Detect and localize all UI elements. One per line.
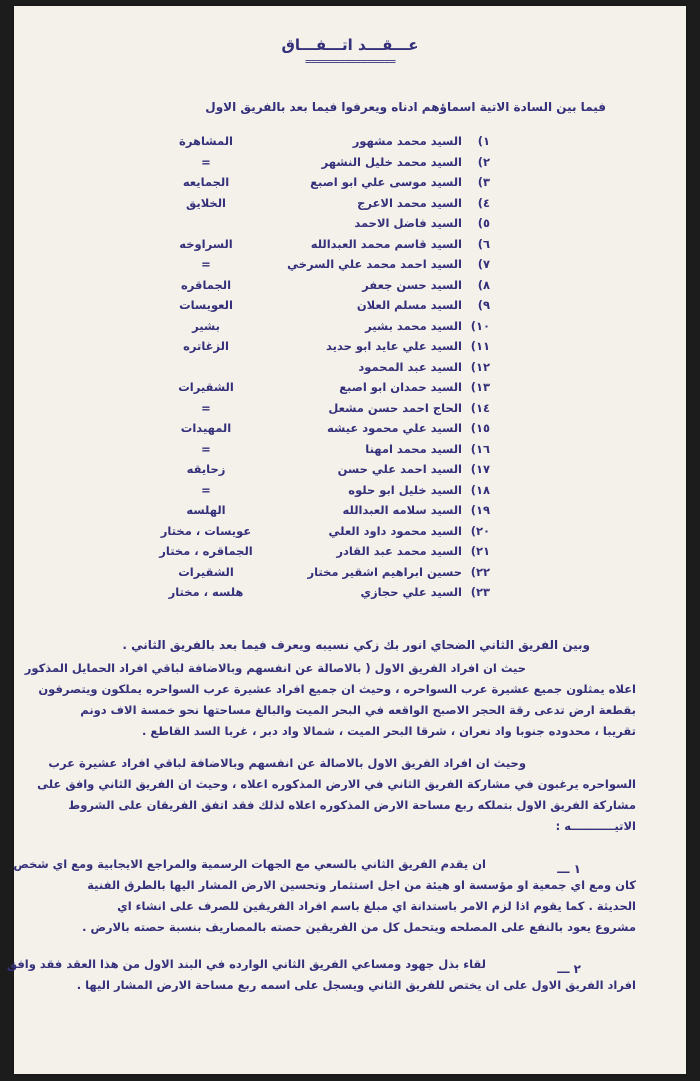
- party-number: ٧): [477, 257, 490, 271]
- party-name: السيد موسى علي ابو اصبع: [310, 175, 462, 189]
- title-underline: ================: [305, 55, 395, 68]
- party-row: [14, 544, 686, 564]
- party-name: السيد حمدان ابو اصبع: [339, 380, 462, 394]
- clause-1-number: ١ ـــ: [557, 862, 581, 876]
- party-number: ٢): [477, 154, 490, 169]
- party-name: السيد حسن جعفر: [362, 277, 462, 292]
- intro-line: فيما بين السادة الاتية اسماؤهم ادناه ويعرفوا فيما بعد بالفريق الاول: [205, 100, 606, 114]
- party-number: ٥): [477, 216, 490, 230]
- party-clan: الهلسه: [186, 503, 226, 517]
- party-clan: الشقيرات: [178, 380, 234, 394]
- party-row: [14, 278, 686, 298]
- paragraph-line: بقطعة ارض تدعى رقة الحجر الاصبح الواقعه في البحر الميت والبالغ مساحتها نحو خمسة الاف دونم: [80, 703, 636, 717]
- party-number: ٨): [477, 277, 490, 292]
- party-row: [14, 298, 686, 318]
- paragraph-line: تقريبا ، محدوده جنوبا واد نعران ، شرقا البحر الميت ، شمالا واد دبر ، غربا السد القاطع .: [141, 724, 636, 738]
- second-party-line: وبين الفريق الثاني الضحاي انور بك زكي نسيبه ويعرف فيما بعد بالفريق الثاني .: [122, 638, 590, 652]
- party-number: ١): [477, 134, 490, 148]
- party-clan: =: [201, 400, 211, 415]
- party-row: [14, 380, 686, 400]
- party-clan: المشاهرة: [179, 134, 233, 148]
- paragraph-line: حيث ان افراد الفريق الاول ( بالاصالة عن انفسهم وبالاضافة لباقي افراد الحمايل المذكور: [24, 661, 526, 675]
- party-number: ١٣): [470, 380, 490, 394]
- party-number: ٢٢): [470, 564, 490, 579]
- party-clan: =: [201, 482, 211, 497]
- party-name: حسين ابراهيم اشقير مختار: [307, 564, 462, 579]
- paragraph-1: [24, 658, 636, 742]
- party-row: [14, 421, 686, 441]
- party-clan: الجماقره ، مختار: [159, 544, 253, 558]
- party-clan: السراوخه: [179, 236, 233, 251]
- party-name: السيد علي عايد ابو حديد: [326, 339, 462, 353]
- party-number: ٢٠): [470, 523, 490, 538]
- document-page: [6, 6, 686, 1074]
- party-row: [14, 524, 686, 544]
- party-clan: بشير: [192, 318, 220, 333]
- party-row: [14, 442, 686, 462]
- paragraph-line: الحديثة . كما يقوم اذا لزم الامر باستدانة اي مبلغ باسم افراد الفريقين للصرف على انشاء اي: [117, 899, 636, 913]
- party-clan: هلسه ، مختار: [168, 585, 244, 599]
- party-number: ١٥): [470, 421, 490, 435]
- party-name: السيد محمد مشهور: [352, 134, 462, 148]
- party-clan: =: [201, 257, 211, 271]
- paragraph-line: كان ومع اي جمعية او مؤسسة او هيئة من اجل استثمار وتحسين الارض المشار اليها بالطرق الفنية: [87, 878, 636, 892]
- party-number: ٣): [477, 175, 490, 189]
- party-name: السيد علي محمود عيشه: [327, 421, 462, 435]
- party-name: السيد محمد عبد القادر: [336, 544, 462, 558]
- party-clan: الجماقره: [180, 277, 232, 292]
- party-name: السيد احمد محمد علي السرخي: [287, 257, 462, 271]
- party-number: ١٤): [470, 400, 490, 415]
- paragraph-line: لقاء بذل جهود ومساعي الفريق الثاني الوارده في البند الاول من هذا العقد فقد وافق: [6, 957, 486, 971]
- paragraph-line: مشروع يعود بالنفع على المصلحه ويتحمل كل من الفريقين حصته بالمصاريف بنسبة حصته بالارض .: [82, 920, 636, 934]
- party-row: [14, 196, 686, 216]
- party-clan: العويسات: [179, 298, 233, 312]
- party-clan: الزغاتره: [183, 339, 229, 353]
- party-name: السيد محمد بشير: [365, 318, 462, 333]
- party-clan: الشقيرات: [178, 564, 234, 579]
- party-row: [14, 175, 686, 195]
- party-row: [14, 360, 686, 380]
- party-row: [14, 237, 686, 257]
- party-number: ٤): [477, 195, 490, 210]
- party-name: السيد خليل ابو حلوه: [348, 482, 462, 497]
- party-number: ٢٣): [470, 585, 490, 599]
- party-number: ١٨): [470, 482, 490, 497]
- party-row: [14, 503, 686, 523]
- document-title: عـــقـــد اتـــفـــاق: [281, 36, 419, 54]
- party-name: السيد محمود داود العلي: [328, 523, 462, 538]
- party-clan: الخلايق: [186, 195, 226, 210]
- party-row: [14, 585, 686, 605]
- party-clan: زحايقه: [186, 462, 226, 476]
- clause-2-number: ٢ ـــ: [557, 962, 581, 976]
- party-name: السيد محمد الاعرج: [357, 195, 462, 210]
- party-name: السيد محمد خليل النشهر: [321, 154, 462, 169]
- party-row: [14, 401, 686, 421]
- party-name: السيد محمد امهنا: [365, 441, 462, 456]
- party-number: ٢١): [470, 544, 490, 558]
- party-number: ١١): [470, 339, 490, 353]
- party-name: السيد قاسم محمد العبدالله: [310, 236, 462, 251]
- party-number: ١٠): [470, 318, 490, 333]
- party-clan: الجمايعه: [182, 175, 230, 189]
- clause-2: [6, 954, 636, 996]
- party-number: ٦): [477, 236, 490, 251]
- party-clan: =: [201, 441, 211, 456]
- clause-1: [13, 854, 636, 938]
- party-name: السيد فاضل الاحمد: [354, 216, 462, 230]
- party-row: [14, 339, 686, 359]
- party-name: السيد مسلم العلان: [356, 298, 462, 312]
- party-name: الحاج احمد حسن مشعل: [328, 400, 462, 415]
- paragraph-line: مشاركة الفريق الاول بتملكه ربع مساحة الارض المذكوره اعلاه لذلك فقد اتفق الفريقان على الشروط: [68, 798, 636, 812]
- party-row: [14, 134, 686, 154]
- party-row: [14, 565, 686, 585]
- paragraph-line: الاتيـــــــــــه :: [555, 819, 636, 833]
- party-number: ١٧): [470, 462, 490, 476]
- party-number: ١٩): [470, 503, 490, 517]
- party-row: [14, 155, 686, 175]
- party-row: [14, 257, 686, 277]
- party-name: السيد احمد علي حسن: [337, 462, 462, 476]
- party-name: السيد عبد المحمود: [358, 359, 462, 374]
- party-number: ١٦): [470, 441, 490, 456]
- party-row: [14, 483, 686, 503]
- party-name: السيد سلامه العبدالله: [342, 503, 462, 517]
- paragraph-line: اعلاه يمثلون جميع عشيرة عرب السواحره ، وحيث ان جميع افراد عشيرة عرب السواحره يملكون ويتصرفون: [38, 682, 636, 696]
- party-name: السيد علي حجازي: [360, 585, 462, 599]
- party-number: ٩): [477, 298, 490, 312]
- party-number: ١٢): [470, 359, 490, 374]
- party-clan: =: [201, 154, 211, 169]
- party-row: [14, 462, 686, 482]
- party-row: [14, 319, 686, 339]
- paragraph-line: افراد الفريق الاول على ان يختص للفريق الثاني ويسجل على اسمه ربع مساحة الارض المشار اليها .: [76, 978, 636, 992]
- paragraph-line: وحيث ان افراد الفريق الاول بالاصالة عن انفسهم وبالاضافة لباقي افراد عشيرة عرب: [48, 756, 526, 770]
- party-row: [14, 216, 686, 236]
- paragraph-line: ان يقدم الفريق الثاني بالسعي مع الجهات الرسمية والمراجع الايجابية ومع اي شخص: [13, 857, 486, 871]
- party-clan: عويسات ، مختار: [160, 523, 252, 538]
- paragraph-2: [37, 753, 636, 837]
- paragraph-line: السواحره يرغبون في مشاركة الفريق الثاني في الارض المذكوره اعلاه ، وحيث ان الفريق الثاني وافق على: [37, 777, 636, 791]
- party-clan: المهيدات: [180, 421, 232, 435]
